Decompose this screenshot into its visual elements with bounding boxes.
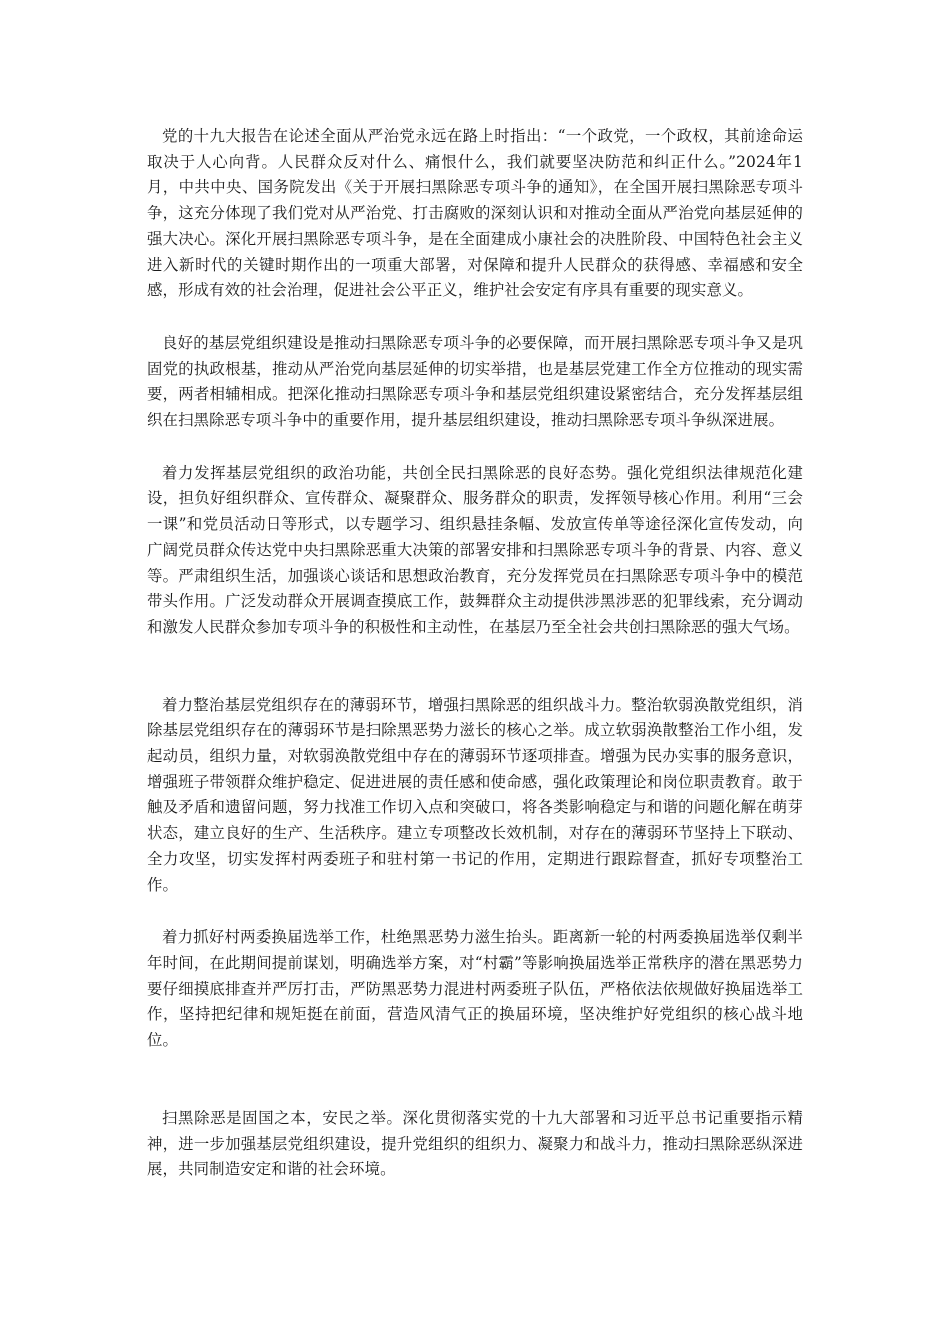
paragraph-6: 扫黑除恶是固国之本，安民之举。深化贯彻落实党的十九大部署和习近平总书记重要指示精神，进一步加强基层党组织建设，提升党组织的组织力、凝聚力和战斗力，推动扫黑除恶纵深进展，共同制造安定和谐的社会环境。	[147, 1108, 803, 1179]
paragraph-spacer	[147, 641, 803, 693]
paragraph-1: 党的十九大报告在论述全面从严治党永远在路上时指出：“一个政党，一个政权，其前途命运取决于人心向背。人民群众反对什么、痛恨什么，我们就要坚决防范和纠正什么。”2024年1月，中共中央、国务院发出《关于开展扫黑除恶专项斗争的通知》，在全国开展扫黑除恶专项斗争，这充分体现了我们党对从严治党、打击腐败的深刻认识和对推动全面从严治党向基层延伸的强大决心。深化开展扫黑除恶专项斗争，是在全面建成小康社会的决胜阶段、中国特色社会主义进入新时代的关键时期作出的一项重大部署，对保障和提升人民群众的获得感、幸福感和安全感，形成有效的社会治理，促进社会公平正义，维护社会安定有序具有重要的现实意义。	[147, 127, 803, 300]
document-body	[147, 124, 803, 1183]
paragraph-4: 着力整治基层党组织存在的薄弱环节，增强扫黑除恶的组织战斗力。整治软弱涣散党组织，消除基层党组织存在的薄弱环节是扫除黑恶势力滋长的核心之举。成立软弱涣散整治工作小组，发起动员，组织力量，对软弱涣散党组中存在的薄弱环节逐项排查。增强为民办实事的服务意识，增强班子带领群众维护稳定、促进进展的责任感和使命感，强化政策理论和岗位职责教育。敢于触及矛盾和遗留问题，努力找准工作切入点和突破口，将各类影响稳定与和谐的问题化解在萌芽状态，建立良好的生产、生活秩序。建立专项整改长效机制，对存在的薄弱环节坚持上下联动、全力攻坚，切实发挥村两委班子和驻村第一书记的作用，定期进行跟踪督查，抓好专项整治工作。	[147, 695, 803, 894]
paragraph-3: 着力发挥基层党组织的政治功能，共创全民扫黑除恶的良好态势。强化党组织法律规范化建设，担负好组织群众、宣传群众、凝聚群众、服务群众的职责，发挥领导核心作用。利用“三会一课”和党员活动日等形式，以专题学习、组织悬挂条幅、发放宣传单等途径深化宣传发动，向广阔党员群众传达党中央扫黑除恶重大决策的部署安排和扫黑除恶专项斗争的背景、内容、意义等。严肃组织生活，加强谈心谈话和思想政治教育，充分发挥党员在扫黑除恶专项斗争中的模范带头作用。广泛发动群众开展调查摸底工作，鼓舞群众主动提供涉黑涉恶的犯罪线索，充分调动和激发人民群众参加专项斗争的积极性和主动性，在基层乃至全社会共创扫黑除恶的强大气场。	[147, 463, 803, 636]
paragraph-spacer	[147, 434, 803, 461]
paragraph-spacer	[147, 304, 803, 331]
paragraph-spacer	[147, 1054, 803, 1106]
paragraph-spacer	[147, 898, 803, 925]
paragraph-2: 良好的基层党组织建设是推动扫黑除恶专项斗争的必要保障，而开展扫黑除恶专项斗争又是巩固党的执政根基，推动从严治党向基层延伸的切实举措，也是基层党建工作全方位推动的现实需要，两者相辅相成。把深化推动扫黑除恶专项斗争和基层党组织建设紧密结合，充分发挥基层组织在扫黑除恶专项斗争中的重要作用，提升基层组织建设，推动扫黑除恶专项斗争纵深进展。	[147, 333, 803, 430]
paragraph-5: 着力抓好村两委换届选举工作，杜绝黑恶势力滋生抬头。距离新一轮的村两委换届选举仅剩半年时间，在此期间提前谋划，明确选举方案，对“村霸”等影响换届选举正常秩序的潜在黑恶势力要仔细摸底排查并严厉打击，严防黑恶势力混进村两委班子队伍，严格依法依规做好换届选举工作，坚持把纪律和规矩挺在前面，营造风清气正的换届环境，坚决维护好党组织的核心战斗地位。	[147, 928, 803, 1050]
